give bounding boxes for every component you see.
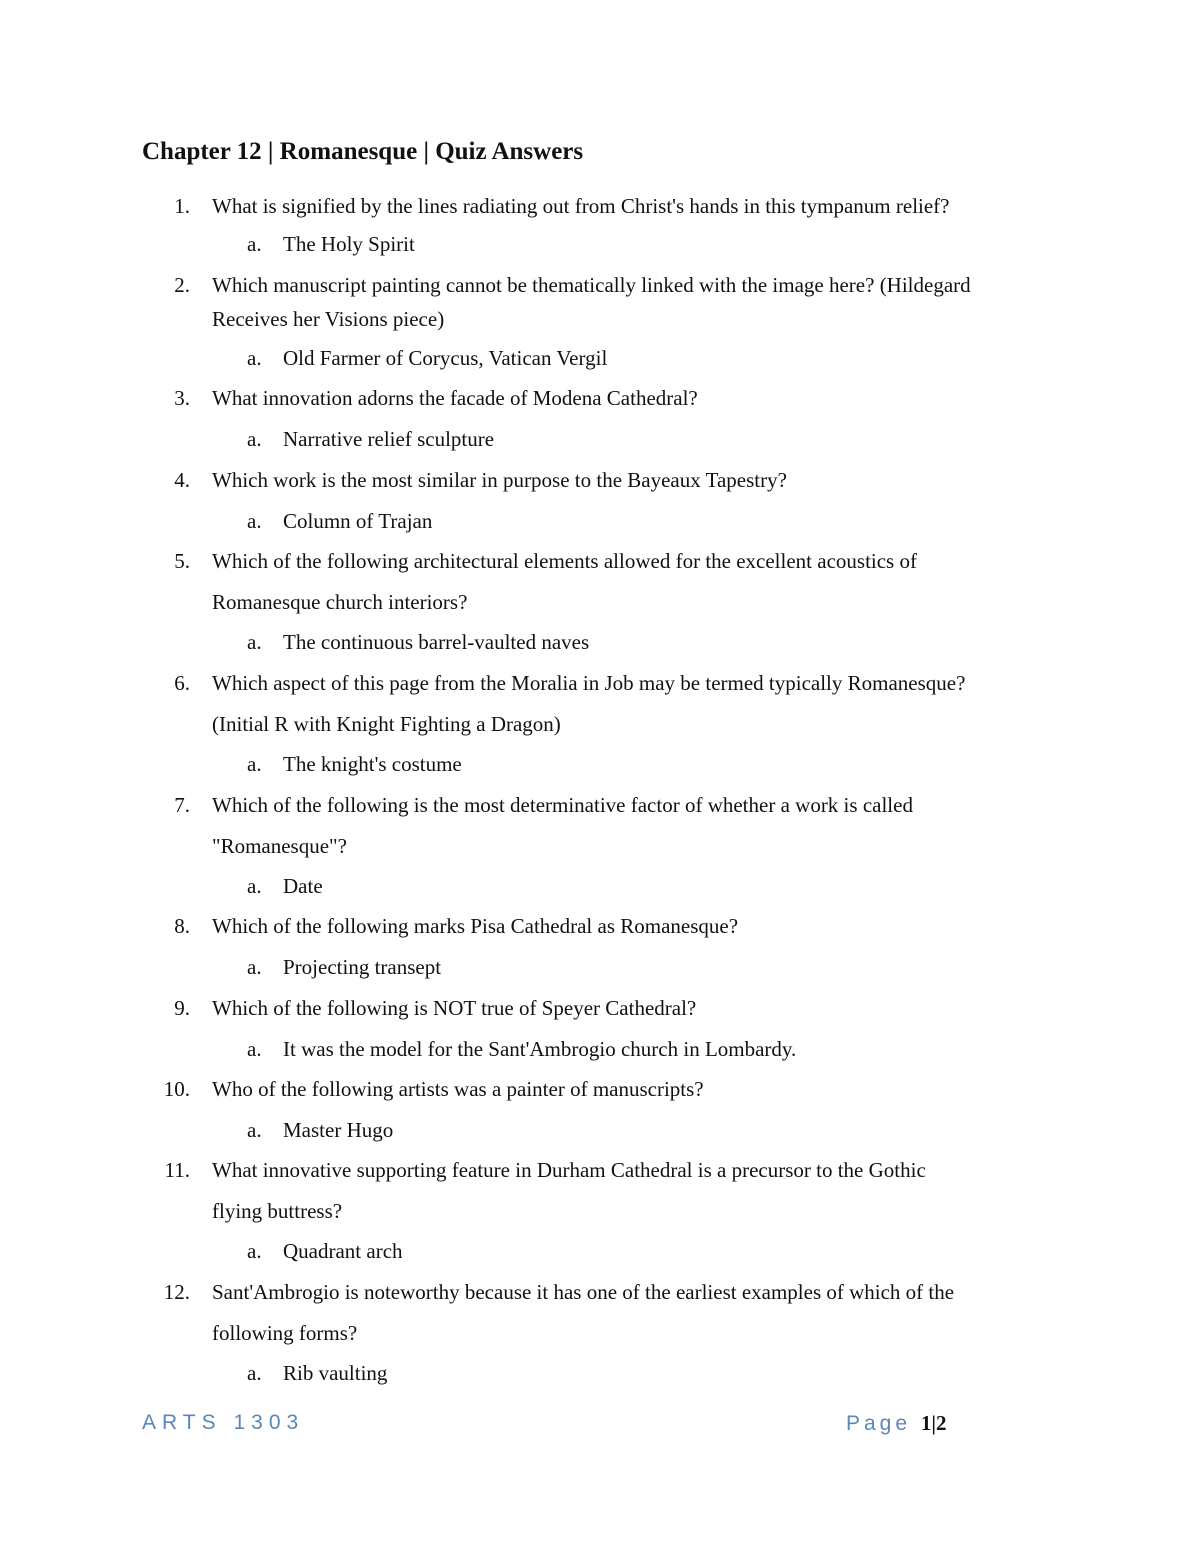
footer-page-current: 1	[920, 1411, 932, 1435]
answer-text: Quadrant arch	[283, 1239, 403, 1263]
answer-text: Projecting transept	[283, 955, 442, 979]
footer-course-code: ARTS 1303	[142, 1411, 305, 1434]
question-text: Which work is the most similar in purpose to the Bayeaux Tapestry?	[212, 468, 787, 492]
answer-text: Column of Trajan	[283, 509, 433, 533]
question-number: 9.	[174, 996, 190, 1020]
answer-label: a.	[247, 1361, 262, 1385]
question-number: 3.	[174, 386, 190, 410]
footer-page-label: Page	[846, 1412, 912, 1435]
question-number: 10.	[163, 1077, 190, 1101]
answer-text: Narrative relief sculpture	[283, 427, 495, 451]
footer-page-number	[846, 1411, 947, 1436]
answer-text: The knight's costume	[283, 752, 462, 776]
question-number: 5.	[174, 549, 190, 573]
answer-label: a.	[247, 630, 262, 654]
footer-page-separator: |	[931, 1411, 937, 1435]
answer-text: Rib vaulting	[283, 1361, 388, 1385]
question-text: Which manuscript painting cannot be thematically linked with the image here? (Hildegard	[212, 273, 971, 297]
question-text: Which aspect of this page from the Moralia in Job may be termed typically Romanesque?	[212, 671, 966, 695]
answer-label: a.	[247, 232, 262, 256]
answer-text: The continuous barrel-vaulted naves	[283, 630, 590, 654]
answer-text: The Holy Spirit	[283, 232, 415, 256]
answer-label: a.	[247, 509, 262, 533]
question-text: What is signified by the lines radiating out from Christ's hands in this tympanum relief?	[212, 194, 950, 218]
question-text: Which of the following is the most determinative factor of whether a work is called	[212, 793, 913, 817]
answer-label: a.	[247, 752, 262, 776]
question-text: flying buttress?	[212, 1199, 343, 1223]
answer-label: a.	[247, 1037, 262, 1061]
answer-label: a.	[247, 1118, 262, 1142]
question-text: following forms?	[212, 1321, 358, 1345]
question-text: Which of the following architectural elements allowed for the excellent acoustics of	[212, 549, 917, 573]
question-text: Who of the following artists was a painter of manuscripts?	[212, 1077, 704, 1101]
question-number: 2.	[174, 273, 190, 297]
question-text: What innovation adorns the facade of Modena Cathedral?	[212, 386, 698, 410]
question-number: 8.	[174, 914, 190, 938]
question-text: Which of the following is NOT true of Speyer Cathedral?	[212, 996, 697, 1020]
answer-label: a.	[247, 874, 262, 898]
answer-label: a.	[247, 1239, 262, 1263]
footer-page-total: 2	[936, 1411, 947, 1435]
answer-label: a.	[247, 346, 262, 370]
question-text: (Initial R with Knight Fighting a Dragon)	[212, 712, 561, 736]
question-text: Receives her Visions piece)	[212, 307, 445, 331]
page-title: Chapter 12 | Romanesque | Quiz Answers	[142, 138, 584, 165]
answer-label: a.	[247, 955, 262, 979]
answer-text: It was the model for the Sant'Ambrogio church in Lombardy.	[283, 1037, 797, 1061]
question-text: "Romanesque"?	[212, 834, 347, 858]
question-number: 6.	[174, 671, 190, 695]
question-text: Which of the following marks Pisa Cathedral as Romanesque?	[212, 914, 739, 938]
question-number: 11.	[164, 1158, 190, 1182]
question-number: 4.	[174, 468, 190, 492]
answer-text: Date	[283, 874, 323, 898]
question-text: What innovative supporting feature in Durham Cathedral is a precursor to the Gothic	[212, 1158, 926, 1182]
question-text: Sant'Ambrogio is noteworthy because it has one of the earliest examples of which of the	[212, 1280, 955, 1304]
answer-label: a.	[247, 427, 262, 451]
question-number: 12.	[163, 1280, 190, 1304]
question-number: 7.	[174, 793, 190, 817]
answer-text: Master Hugo	[283, 1118, 394, 1142]
question-number: 1.	[174, 194, 190, 218]
question-text: Romanesque church interiors?	[212, 590, 468, 614]
answer-text: Old Farmer of Corycus, Vatican Vergil	[283, 346, 608, 370]
